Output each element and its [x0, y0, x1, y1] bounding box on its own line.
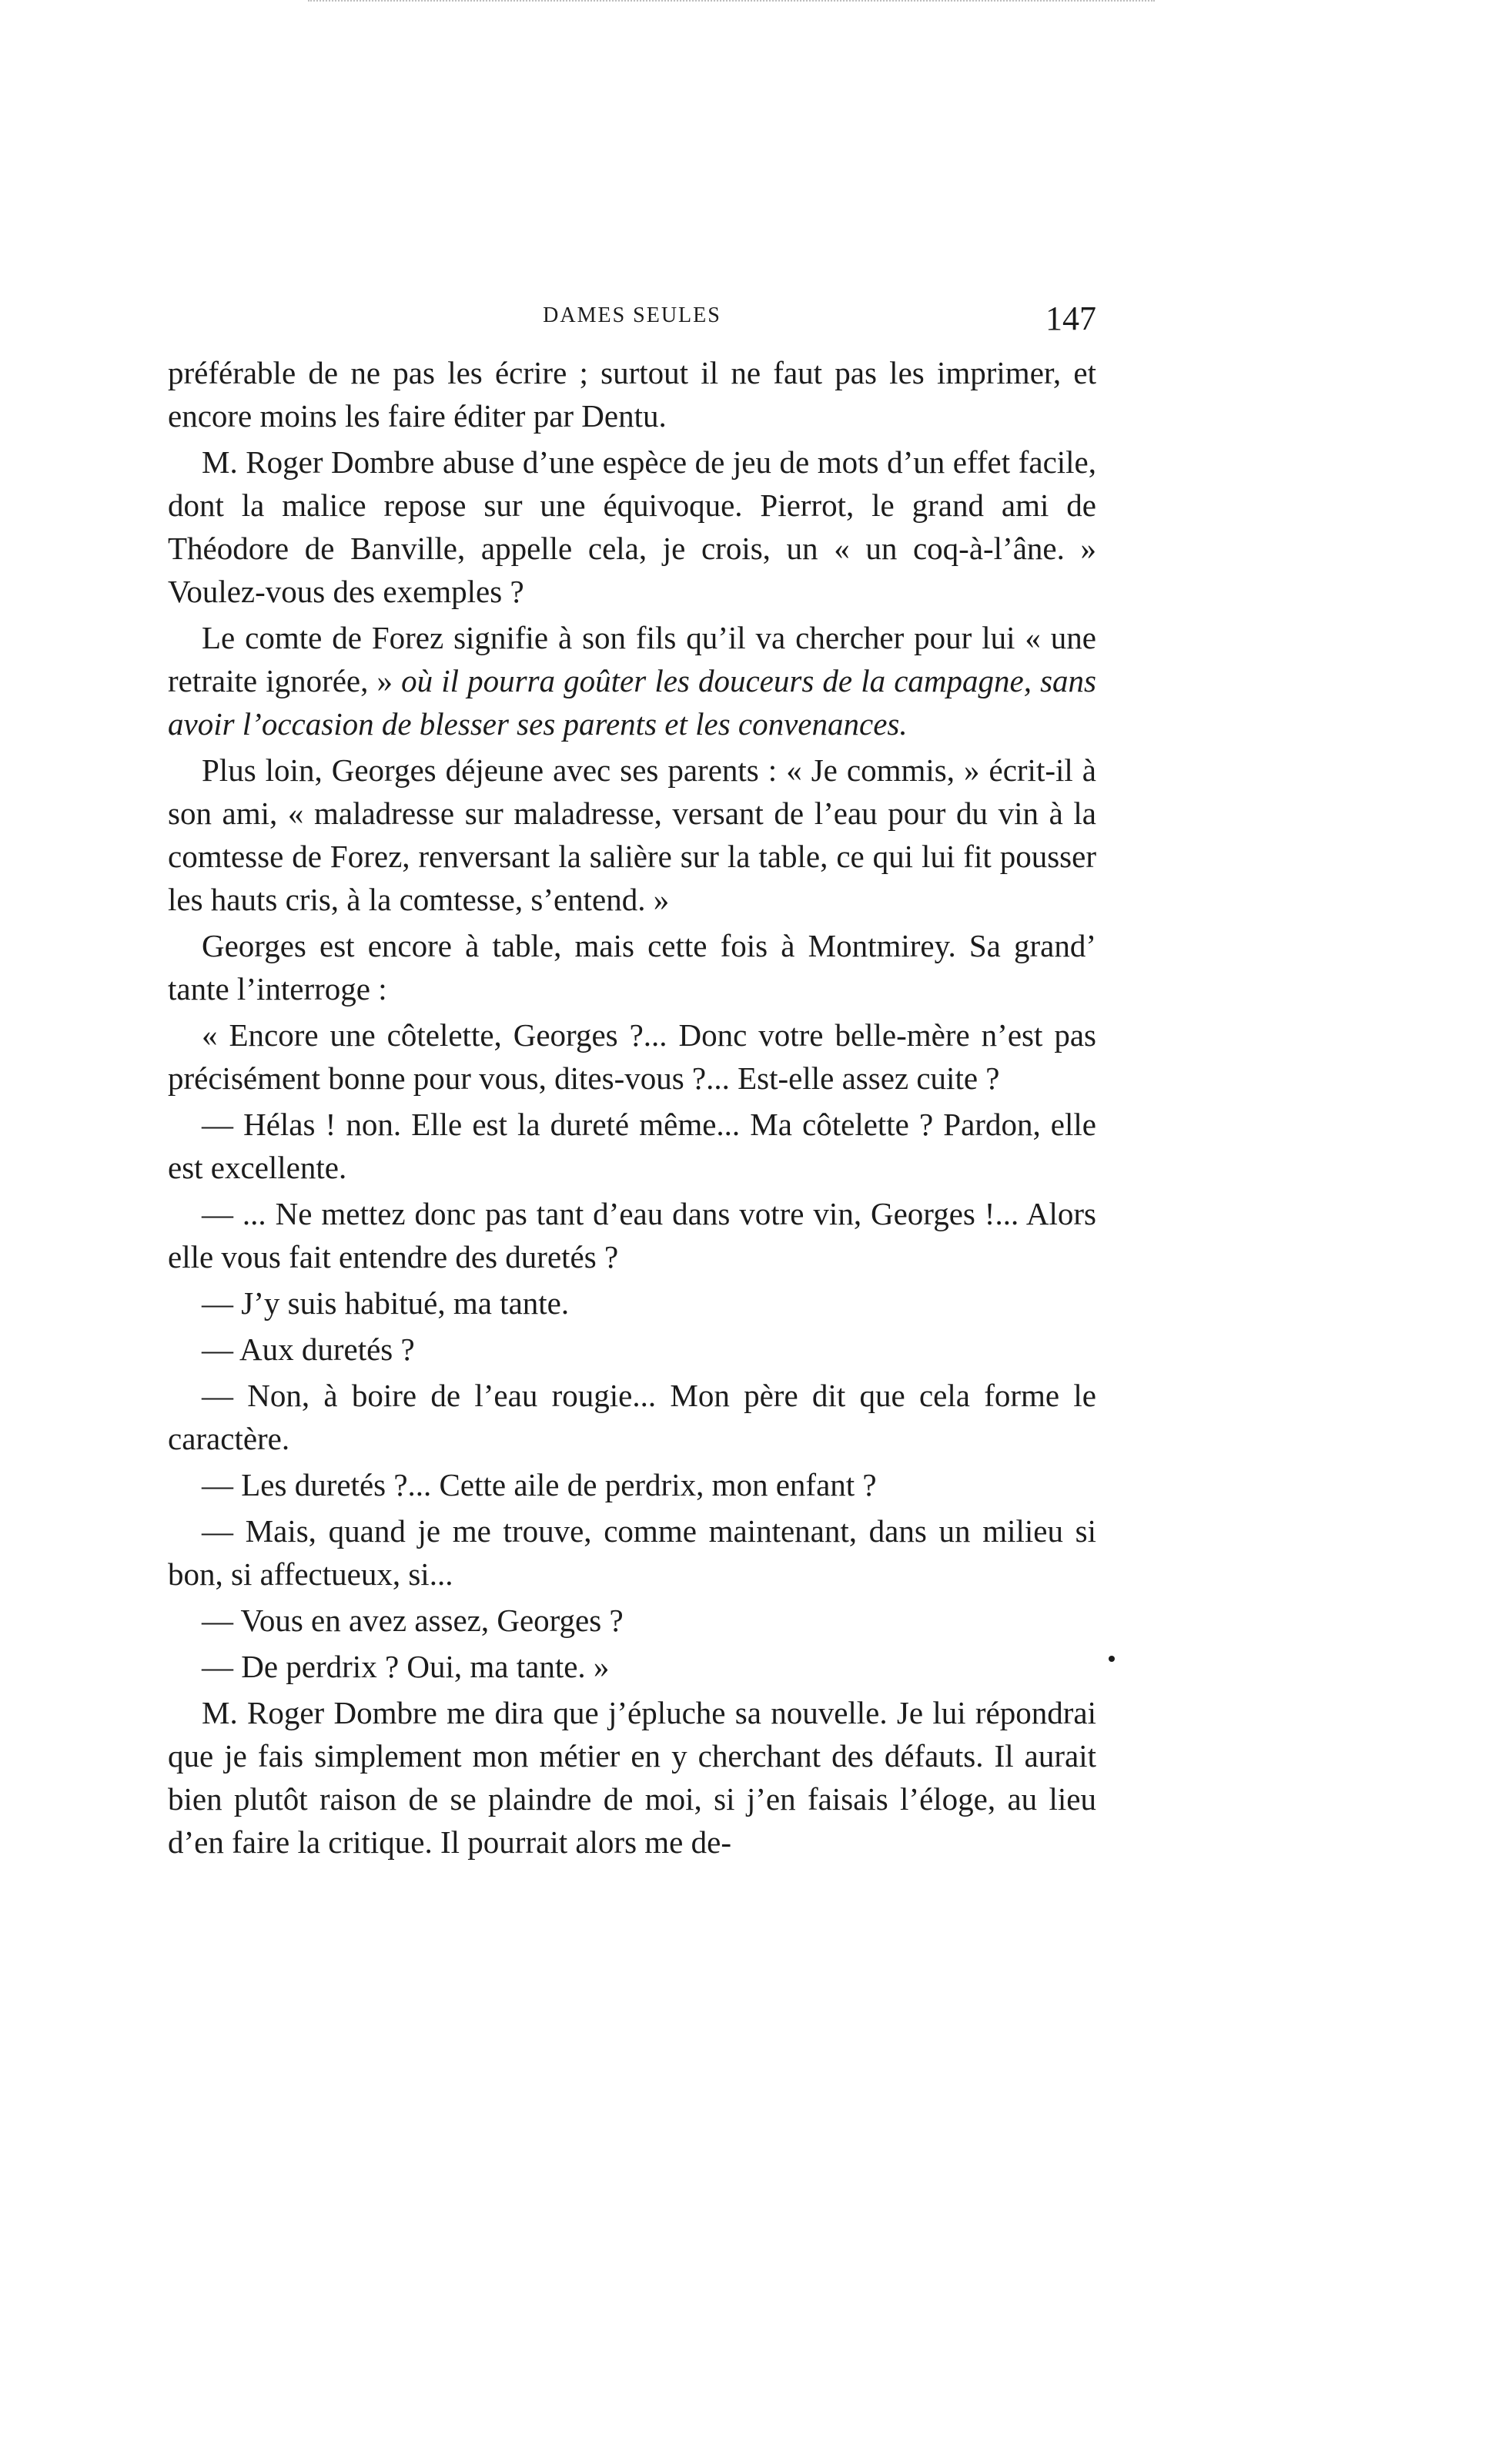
- page-top-edge: [308, 0, 1155, 4]
- dialogue-line: — De perdrix ? Oui, ma tante. »: [202, 1649, 610, 1684]
- italic-quotation: où il pourra goûter les douceurs de la campagne, sans avoir l’occasion de blesser ses parents et les convenances.: [168, 663, 1097, 742]
- paragraph: préférable de ne pas les écrire ; surtout il ne faut pas les imprimer, et encore moins les faire éditer par Dentu.: [168, 355, 1096, 434]
- dialogue-line: — Vous en avez assez, Georges ?: [202, 1603, 624, 1638]
- dialogue-line: — Les duretés ?... Cette aile de perdrix, mon enfant ?: [202, 1467, 877, 1502]
- paragraph: Georges est encore à table, mais cette fois à Montmirey. Sa grand’ tante l’interroge :: [168, 928, 1096, 1007]
- body-text: [168, 351, 1096, 1867]
- dialogue-line: — Aux duretés ?: [202, 1331, 415, 1367]
- paragraph: Plus loin, Georges déjeune avec ses parents : « Je commis, » écrit-il à son ami, « maladresse sur maladresse, versant de l’eau pour du vin à la comtesse de Forez, renversant la salière sur la table, ce qui lui fit pousser les hauts cris, à la comtesse, s’entend. »: [168, 752, 1096, 917]
- dialogue-line: « Encore une côtelette, Georges ?... Donc votre belle-mère n’est pas précisément bonne pour vous, dites-vous ?... Est-elle assez cuite ?: [168, 1017, 1096, 1096]
- dialogue-line: — ... Ne mettez donc pas tant d’eau dans votre vin, Georges !... Alors elle vous fait entendre des duretés ?: [168, 1196, 1096, 1275]
- running-head: [168, 299, 1096, 345]
- dialogue-line: — J’y suis habitué, ma tante.: [202, 1285, 570, 1321]
- paragraph: M. Roger Dombre abuse d’une espèce de jeu de mots d’un effet facile, dont la malice repose sur une équivoque. Pierrot, le grand ami de Théodore de Banville, appelle cela, je crois, un « un coq-à-l’âne. » Voulez-vous des exemples ?: [168, 444, 1096, 609]
- ink-speck: [1109, 1656, 1115, 1662]
- dialogue-line: — Non, à boire de l’eau rougie... Mon père dit que cela forme le caractère.: [168, 1378, 1096, 1456]
- page-number: 147: [1045, 300, 1096, 337]
- dialogue-line: — Mais, quand je me trouve, comme maintenant, dans un milieu si bon, si affectueux, si...: [168, 1513, 1096, 1592]
- paragraph: M. Roger Dombre me dira que j’épluche sa nouvelle. Je lui répondrai que je fais simplement mon métier en y cherchant des défauts. Il aurait bien plutôt raison de se plaindre de moi, si j’en faisais l’éloge, au lieu d’en faire la critique. Il pourrait alors me de-: [168, 1695, 1096, 1860]
- running-title: DAMES SEULES: [543, 303, 721, 327]
- paragraph: [168, 616, 1096, 745]
- paragraph-text: Le comte de Forez signifie à son fils qu’il va chercher pour lui « une retraite ignorée, »: [168, 620, 1096, 698]
- dialogue-line: — Hélas ! non. Elle est la dureté même... Ma côtelette ? Pardon, elle est excellente.: [168, 1107, 1096, 1185]
